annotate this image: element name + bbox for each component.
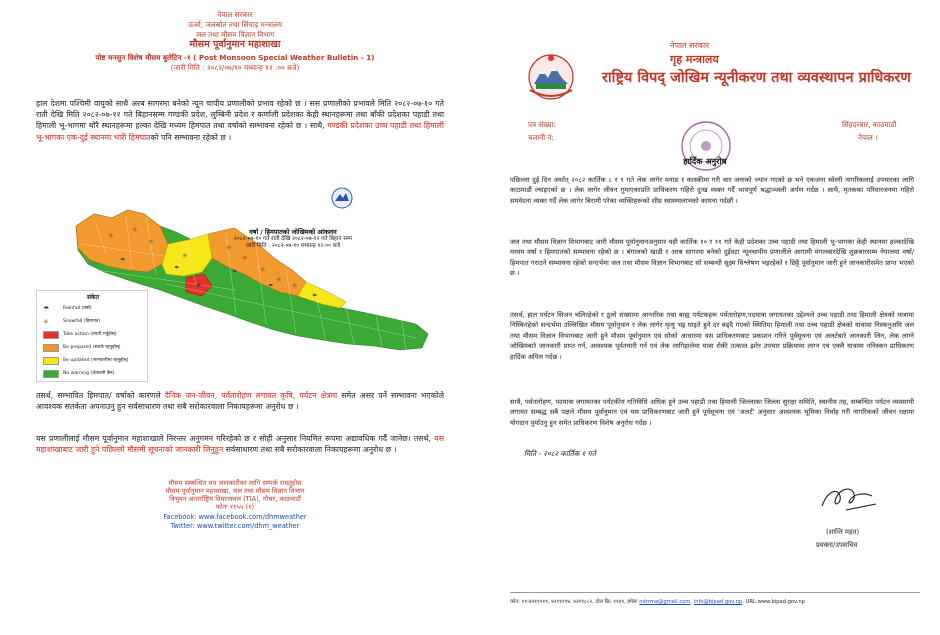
letter-ministry: गृह मन्त्रालय [670,53,719,66]
footer-contact: फोन: ०१-४२११९१९, ४२११९९४, ४२११८८२, टोल फ्रि: ११४९, इमेलः [510,599,640,605]
letter-footer: फोन: ०१-४२११९१९, ४२११९९४, ४२११८८२, टोल फ्रि: ११४९, इमेलः ndrrma@gmail.com, info@bipad.gov.np, URL:www.bipad.gov.np [510,592,920,605]
svg-text:✳: ✳ [182,252,188,260]
para3-tail: सर्वसाधारण तथा सबै सरोकारवाला निकायहरूमा अनुरोध छ । [223,445,397,455]
signatory-name: (शान्ति महत) [826,528,860,536]
para1-tail: को पनि सम्भावना रहेको छ । [150,132,232,142]
letter-patra-label: पत्र संख्या: [528,120,556,129]
letter-paragraph-2: जल तथा मौसम विज्ञान विभागबाट जारी मौसम पूर्वानुमानअनुसार यही कार्तिक १० र ११ गते केही प्रदेशका उच्च पहाडी तथा हिमाली भू-भागका केही स्थानमा हल्कादेखि मध्यम वर्षा र हिमपातको सम्भावना रहेको छ । बंगालको खाडी र अरब सागरमा बनेको दुईवटा न्यूनचापीय प्रणालीले आगामी मंगलबारदेखि शुक्रबारसम्म नेपालमा वर्षा/हिमपात गराउने सम्भावना रहेको सन्दर्भमा जल तथा मौसम विज्ञान विभागबाट सो सम्बन्धी सूक्ष्म विश्लेषण भइरहेको र छिट्टै पूर्वानुमान जारी हुने जानकारीसमेत प्राप्त भएको छ । [510,238,914,278]
legend-no-warning [43,368,147,380]
legend-swatch-orange [43,344,59,352]
legend-title: संकेत [86,294,100,301]
para1-text: हाल देशमा पश्चिमी वायुको साथै अरब सागरमा बनेको न्यून चापीय प्रणालीको प्रभाव रहेको छ । सस प्रणालीको प्रभावले मिति २०८२-०७-१० गते राती देखि मिति २०८२-०७-१२ गते बिहानसम्म गण्डकी प्रदेश, लुम्बिनी प्रदेश र कर्णाली प्रदेशका केही स्थानहरूमा तथा बाँकी प्रदेशका पहाडी तथा हिमाली भू-भागमा थोरै स्थानहरूमा हल्का देखि मध्यम हिमपात तथा वर्षाको सम्भावना रहेको छ । साथै, [36,99,444,131]
svg-text:☂: ☂ [268,283,274,290]
svg-text:✳: ✳ [242,254,248,262]
legend-label: Be prepared (सतर्क रहनुहोस्) [63,345,121,350]
ndrrma-letter-page [470,0,940,635]
letter-paragraph-3: तसर्थ, हाल पर्यटन सिजन चलिरहेको र ठूलो संख्यामा आन्तरिक तथा बाह्य पर्यटकहरू पर्वतारोहण,पदयात्रा लगायतका उद्देश्यले उच्च पहाडी तथा हिमाली क्षेत्रको यात्रामा निस्किरहेको सन्दर्भमा उल्लिखित मौसम पूर्वानुमान र लेक लागेर मृत्यु भइ घाइते हुने दर बढ्दै गएको स्थितिमा हिमाली तथा उच्च पहाडी क्षेत्रको यात्रामा निस्कनुअघि जल तथा मौसम विज्ञान विभागबाट जारी हुने मौसम पूर्वानुमान एवं सोको आधारमा यस प्राधिकरणबाट प्रकाशन गरिने पूर्वसूचना एवं अलर्टबारे जानकारी लिन, लेक लाग्ने जोखिमबारे जानकारी प्राप्त गर्न, आवश्यक पूर्वतयारी गर्न एवं लेक लागिहालेमा यात्रा रोकी तत्काल झरेर उपचार प्रक्रियामा लाग्न एवं एक्लै यात्रामा ननिस्कन प्राधिकरण हार्दिक अपिल गर्दछ । [510,311,914,361]
legend-label: Take action (तयारी गर्नुहोस्) [63,332,117,337]
para2-text: तसर्थ, सम्भावित हिमपात/ वर्षाको कारणले [36,391,165,400]
svg-text:✳: ✳ [260,266,266,274]
svg-text:☂: ☂ [174,265,180,272]
bulletin-footer-line3: त्रिभुवन अन्तर्राष्ट्रिय विमानस्थल (TIA), गौचर, काठमाडौं [169,495,301,503]
bulletin-paragraph-3 [36,433,444,455]
legend-swatch-yellow [43,357,59,365]
para1-highlight: गण्डकी प्रदेशका उच्च पहाडी तथा हिमाली भू-भागका एक-दुई स्थानमा भारी हिमपात [36,121,444,142]
bulletin-paragraph-2 [36,390,444,412]
bulletin-footer-line4: फोनः ११५५ (१) [215,503,255,511]
para2-highlight: दैनिक जन-जीवन, पर्वतारोहण लगायत कृषि, पर्यटन क्षेत्रमा [164,391,338,400]
letter-title: हार्दिक अनुरोध [683,156,727,166]
legend-snowfall [43,316,147,328]
svg-text:✳: ✳ [108,232,114,240]
letter-paragraph-1: पछिल्ला दुई दिन अर्थात् २०८२ कार्तिक ८ र ९ गते लेक लागेर मनाङ र कास्कीमा गरी चार जनाको ज्यान गएको छ भने एकजना स्वेस्नी नागरिकलाई उपचारका लागि काठमाडौं ल्याइएको छ । लेक लागेर जीवन गुमाएकाप्रति प्राधिकरण गहिरो दुःख व्यक्त गर्दै भावपूर्ण श्रद्धाञ्जली अर्पण गर्दछ । साथै, मृतकका परिवारजनमा गहिरो समवेदना व्यक्त गर्दै लेक लागेर बिरामी परेका व्यक्तिहरूको शीघ्र स्वास्थ्यलाभको कामना गर्दछौं । [510,176,914,205]
para3-highlight: यस महाशाखाबाट जारी हुने पछिल्लो मौसमी सूचनाको जानकारी लिनुहुन [36,434,444,455]
letter-date: मिति - २०८२ कार्तिक १ गते [524,449,596,458]
rainfall-icon: ☂ [43,305,59,313]
bulletin-paragraph-1 [36,98,444,143]
signatory-designation: प्रवक्ता/उपसचिव [816,541,858,549]
svg-text:✳: ✳ [148,238,154,246]
snowfall-icon: ✳ [43,318,59,326]
svg-text:✳: ✳ [292,282,298,290]
letter-chalani-label: चलानी नं: [528,133,554,142]
legend-label: Be updated (जानकारीमा रहनुहोस्) [63,358,129,363]
bulletin-issued: (जारी मिति : २०८२/०७/१० मध्यान्ह १२ :०० बजे) [170,63,300,72]
svg-text:☂: ☂ [232,269,238,276]
email-link-1[interactable]: ndrrma@gmail.com [639,599,691,605]
legend-be-updated [43,355,147,367]
legend-rainfall [43,303,147,315]
svg-text:☂: ☂ [196,283,202,290]
legend-be-prepared [43,342,147,354]
svg-text:✳: ✳ [276,276,282,284]
map-issued: जारी मिति : २०८२-०७-१० मध्यान्ह १२:०० बजे [245,243,341,249]
facebook-link[interactable]: Facebook: www.facebook.com/dhmweather [163,513,307,521]
map-legend [36,290,148,382]
svg-text:✳: ✳ [132,226,138,234]
legend-label: No warning (चेतावनी छैन) [63,371,115,376]
bulletin-title: पोष्ट मनसुन विशेष मौसम बुलेटिन -१ ( Post Monsoon Special Weather Bulletin - 1) [95,53,375,62]
map-title: वर्षा / हिमपातको जोखिमको आंकलन [249,228,337,236]
legend-label: Snowfall (हिमपात) [63,319,101,324]
legend-take-action [43,329,147,341]
para2-tail: समेत असर पर्ने सम्भावना भएकोले आवश्यक सतर्कता अपनाउनु हुन सर्वसाधारण तथा सबै सरोकारवाला निकायहरूमा अनुरोध छ । [36,391,445,412]
legend-label: Rainfall (वर्षा) [63,306,92,311]
letter-place: सिंहदरबार, काठमाडौं [842,120,897,129]
map-title-block [218,229,368,250]
letter-country: नेपाल । [858,133,878,142]
bulletin-gov: नेपाल सरकार [217,10,253,19]
letter-authority: राष्ट्रिय विपद् जोखिम न्यूनीकरण तथा व्यवस्थापन प्राधिकरण [602,70,911,86]
letter-paragraph-4: साथै, पर्वतारोहण, पदयात्रा लगायतका पर्यटकीय गतिविधि अधिक हुने उच्च पहाडी तथा हिमाली जिल्लाका जिल्ला सुरक्षा समिति, स्थानीय तह, सम्बन्धित पर्यटन व्यवसायी लगायत सम्बद्ध सबै पक्षले मौसम पूर्वानुमान एवं यस प्राधिकरणबाट जारी हुने पूर्वसूचना एवं 'अलर्ट' अनुसार आवश्यक भूमिका निर्वाह गरी नागरिकको जीवन रक्षामा योगदान पुर्याउनु हुन समेत प्राधिकरण विशेष अनुरोध गर्दछ । [510,398,914,427]
para3-text: यस प्रणालीलाई मौसम पूर्वानुमान महाशाखाले निरन्तर अनुगमन गरिरहेको छ र सोही अनुसार नियमित रूपमा अद्यावधिक गर्दै जानेछ। तसर्थ, [36,434,435,443]
svg-text:☂: ☂ [312,293,318,300]
map-range: २०८२-०७-१० गते राती देखि २०८२-०७-१२ गते बिहान सम्म [233,236,353,242]
bulletin-department: जल तथा मौसम विज्ञान विभाग [195,30,275,39]
risk-map [36,174,446,382]
footer-url[interactable]: URL:www.bipad.gov.np [745,599,805,605]
svg-text:✳: ✳ [226,244,232,252]
svg-text:☂: ☂ [120,257,126,264]
letter-gov: नेपाल सरकार [670,41,710,50]
bulletin-footer-line2: मौसम पूर्वानुमान महाशाखा, जल तथा मौसम विज्ञान विभाग [165,487,305,495]
legend-swatch-green [43,370,59,378]
legend-swatch-red [43,331,59,339]
bulletin-ministry: ऊर्जा, जलस्रोत तथा सिंचाइ मन्त्रालय [187,20,283,29]
email-link-2[interactable]: info@bipad.gov.np [693,599,743,605]
bulletin-division: मौसम पूर्वानुमान महाशाखा [189,39,281,50]
signature-icon [816,482,882,516]
nepal-emblem-icon [522,50,580,102]
bulletin-footer-line1: मौसम सम्बन्धित थप जानकारीका लागि सम्पर्क राख्नुहोस [168,479,302,487]
twitter-link[interactable]: Twitter: www.twitter.com/dhm_weather [170,522,300,530]
dhm-logo [332,188,352,208]
